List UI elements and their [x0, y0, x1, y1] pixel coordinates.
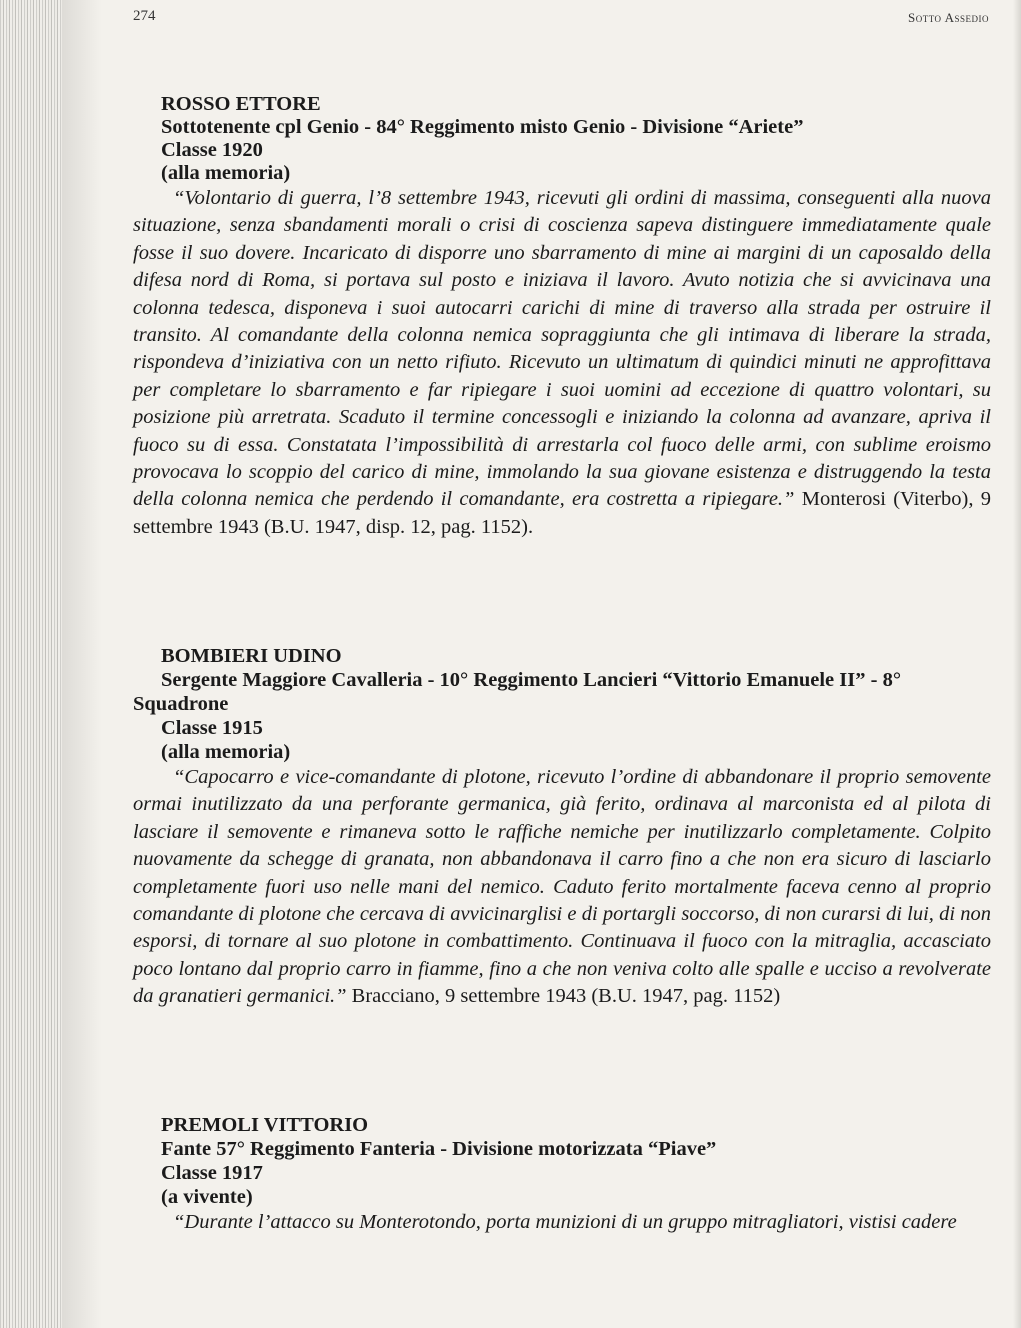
recipient-class: Classe 1920 [161, 139, 263, 161]
recipient-rank: Sottotenente cpl Genio - 84° Reggimento misto Genio - Divisione “Ariete” [161, 116, 804, 138]
book-binding-shadow [0, 0, 62, 1328]
recipient-class: Classe 1915 [161, 717, 263, 739]
recipient-name: PREMOLI VITTORIO [161, 1114, 369, 1136]
gutter-shadow [62, 0, 102, 1328]
citation-place-date: Monterosi (Viterbo), 9 settembre 1943 (B.U. 1947, disp. 12, pag. 1152). [133, 488, 991, 538]
recipient-rank-continued: Squadrone [133, 693, 229, 715]
page-number: 274 [133, 8, 156, 24]
recipient-name: ROSSO ETTORE [161, 93, 321, 115]
running-head: Sotto Assedio [908, 10, 989, 25]
citation-quote: “Durante l’attacco su Monterotondo, porta munizioni di un gruppo mitragliatori, vistisi cadere [173, 1211, 957, 1233]
recipient-status: (alla memoria) [161, 162, 291, 184]
recipient-class: Classe 1917 [161, 1162, 263, 1184]
citation-text [133, 1209, 991, 1236]
page-edge [1013, 0, 1021, 1328]
citation-text [133, 764, 991, 1011]
citation-quote: “Volontario di guerra, l’8 settembre 1943, ricevuti gli ordini di massima, conseguenti alla nuova situazione, senza sbandamenti morali o crisi di coscienza sapeva distinguere immediatamente quale fosse il suo dovere. Incaricato di disporre uno sbarramento di mine ai margini di un caposaldo della difesa nord di Roma, si portava sul posto e iniziava il lavoro. Avuto notizia che si avvicinava una colonna tedesca, disponeva i suoi autocarri carichi di mine di traverso alla strada per ostruire il transito. Al comandante della colonna nemica sopraggiunta che gli intimava di liberare la strada, rispondeva d’iniziativa con un netto rifiuto. Ricevuto un ultimatum di quindici minuti ne approfittava per completare lo sbarramento e far ripiegare i suoi uomini ad eccezione di quattro volontari, su posizione più arretrata. Scaduto il termine concessogli e iniziando la colonna ad avanzare, apriva il fuoco su di essa. Constatata l’impossibilità di arrestarla col fuoco delle armi, con sublime eroismo provocava lo scoppio del carico di mine, immolando la sua giovane esistenza e distruggendo la testa della colonna nemica che perdendo il comandante, era costretta a ripiegare.” [133, 187, 991, 511]
citation-entry [133, 93, 991, 541]
citation-entry [133, 1113, 991, 1236]
citation-entry [133, 644, 991, 1011]
citation-quote: “Capocarro e vice-comandante di plotone, ricevuto l’ordine di abbandonare il proprio semovente ormai inutilizzato da una perforante germanica, già ferito, ordinava al marconista ed al pilota di lasciare il semovente e rimaneva sotto le raffiche nemiche per inutilizzarlo completamente. Colpito nuovamente da schegge di granata, non abbandonava il carro fino a che non era sicuro di lasciarlo completamente fuori uso nelle mani del nemico. Caduto ferito mortalmente faceva cenno al proprio comandante di plotone che cercava di avvicinarglisi e di portargli soccorso, di non curarsi di lui, di non esporsi, di tornare al suo plotone in combattimento. Continuava il fuoco con la mitraglia, accasciato poco lontano dal proprio carro in fiamme, fino a che non veniva colto alle spalle e ucciso a revolverate da granatieri germanici.” [133, 766, 991, 1008]
recipient-status: (a vivente) [161, 1186, 253, 1208]
citation-place-date: Bracciano, 9 settembre 1943 (B.U. 1947, pag. 1152) [346, 985, 781, 1008]
recipient-rank: Fante 57° Reggimento Fanteria - Divisione motorizzata “Piave” [161, 1138, 717, 1160]
citation-text [133, 185, 991, 541]
recipient-rank: Sergente Maggiore Cavalleria - 10° Reggimento Lancieri “Vittorio Emanuele II” - 8° [161, 669, 902, 691]
recipient-status: (alla memoria) [161, 741, 291, 763]
recipient-name: BOMBIERI UDINO [161, 645, 342, 667]
